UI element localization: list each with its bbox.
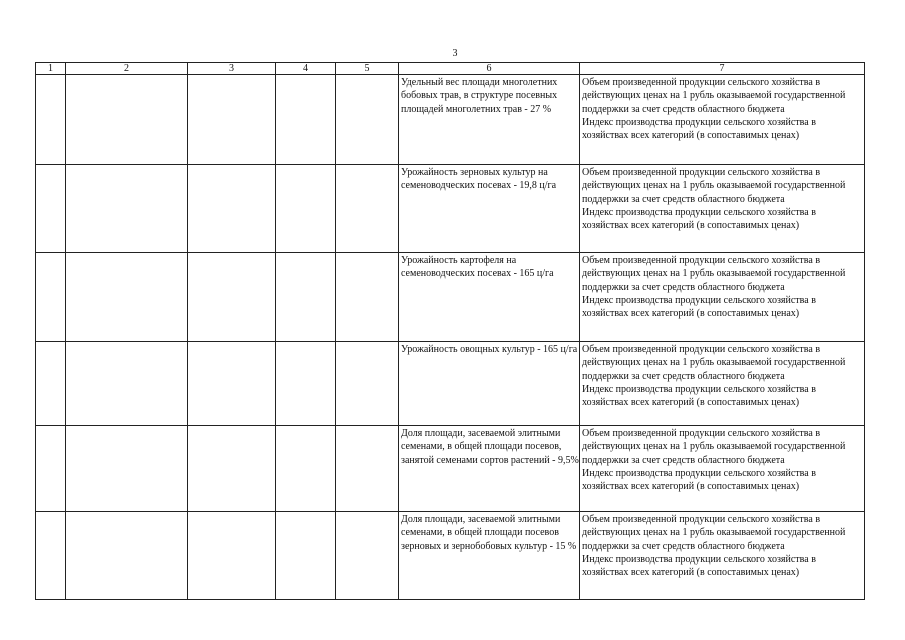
cell-empty bbox=[276, 426, 336, 512]
cell-empty bbox=[66, 342, 188, 426]
outcome-line-2: Индекс производства продукции сельского хозяйства в хозяйствах всех категорий (в сопоставимых ценах) bbox=[582, 206, 816, 232]
cell-empty bbox=[36, 75, 66, 165]
outcome-line-1: Объем произведенной продукции сельского хозяйства в действующих ценах на 1 рубль оказываемой государственной поддержки за счет средств областного бюджета bbox=[582, 514, 846, 552]
outcome-line-2: Индекс производства продукции сельского хозяйства в хозяйствах всех категорий (в сопоставимых ценах) bbox=[582, 116, 816, 142]
cell-empty bbox=[188, 512, 276, 600]
column-header-6: 6 bbox=[399, 63, 580, 75]
cell-empty bbox=[188, 342, 276, 426]
cell-empty bbox=[336, 342, 399, 426]
cell-empty bbox=[36, 426, 66, 512]
cell-empty bbox=[188, 253, 276, 342]
cell-empty bbox=[66, 165, 188, 253]
outcome-line-1: Объем произведенной продукции сельского хозяйства в действующих ценах на 1 рубль оказываемой государственной поддержки за счет средств областного бюджета bbox=[582, 167, 846, 205]
cell-empty bbox=[66, 75, 188, 165]
outcome-line-1: Объем произведенной продукции сельского хозяйства в действующих ценах на 1 рубль оказываемой государственной поддержки за счет средств областного бюджета bbox=[582, 428, 846, 466]
cell-empty bbox=[66, 512, 188, 600]
cell-empty bbox=[276, 75, 336, 165]
indicator-text: Урожайность овощных культур - 165 ц/га bbox=[401, 344, 578, 355]
outcome-cell bbox=[580, 165, 865, 253]
table-row bbox=[36, 165, 865, 253]
outcome-line-1: Объем произведенной продукции сельского хозяйства в действующих ценах на 1 рубль оказываемой государственной поддержки за счет средств областного бюджета bbox=[582, 77, 846, 115]
table-row bbox=[36, 512, 865, 600]
program-table bbox=[35, 62, 865, 600]
indicator-text: Доля площади, засеваемой элитными семенами, в общей площади посевов, занятой семенами сортов растений - 9,5% bbox=[401, 428, 579, 466]
cell-empty bbox=[276, 342, 336, 426]
outcome-text bbox=[580, 75, 864, 142]
column-number-row bbox=[36, 63, 865, 75]
column-header-3: 3 bbox=[188, 63, 276, 75]
column-header-5: 5 bbox=[336, 63, 399, 75]
outcome-line-1: Объем произведенной продукции сельского хозяйства в действующих ценах на 1 рубль оказываемой государственной поддержки за счет средств областного бюджета bbox=[582, 344, 846, 382]
cell-empty bbox=[188, 165, 276, 253]
cell-empty bbox=[66, 253, 188, 342]
cell-empty bbox=[36, 342, 66, 426]
outcome-cell bbox=[580, 75, 865, 165]
outcome-cell bbox=[580, 342, 865, 426]
cell-empty bbox=[336, 253, 399, 342]
indicator-cell bbox=[399, 426, 580, 512]
cell-empty bbox=[336, 426, 399, 512]
cell-empty bbox=[36, 253, 66, 342]
indicator-cell bbox=[399, 165, 580, 253]
indicator-text: Удельный вес площади многолетних бобовых трав, в структуре посевных площадей многолетних трав - 27 % bbox=[401, 77, 558, 115]
outcome-text bbox=[580, 165, 864, 232]
column-header-2: 2 bbox=[66, 63, 188, 75]
table-row bbox=[36, 426, 865, 512]
outcome-line-2: Индекс производства продукции сельского хозяйства в хозяйствах всех категорий (в сопоставимых ценах) bbox=[582, 467, 816, 493]
column-header-4: 4 bbox=[276, 63, 336, 75]
cell-empty bbox=[36, 512, 66, 600]
indicator-text: Урожайность картофеля на семеноводческих посевах - 165 ц/га bbox=[401, 255, 554, 280]
cell-empty bbox=[36, 165, 66, 253]
outcome-text bbox=[580, 253, 864, 320]
outcome-text bbox=[580, 512, 864, 579]
cell-empty bbox=[188, 75, 276, 165]
table-row bbox=[36, 253, 865, 342]
outcome-line-2: Индекс производства продукции сельского хозяйства в хозяйствах всех категорий (в сопоставимых ценах) bbox=[582, 294, 816, 320]
table-row bbox=[36, 342, 865, 426]
cell-empty bbox=[336, 512, 399, 600]
outcome-line-1: Объем произведенной продукции сельского хозяйства в действующих ценах на 1 рубль оказываемой государственной поддержки за счет средств областного бюджета bbox=[582, 255, 846, 293]
indicator-cell bbox=[399, 342, 580, 426]
indicator-text: Урожайность зерновых культур на семеноводческих посевах - 19,8 ц/га bbox=[401, 167, 557, 192]
cell-empty bbox=[66, 426, 188, 512]
cell-empty bbox=[276, 512, 336, 600]
table-row bbox=[36, 75, 865, 165]
outcome-text bbox=[580, 426, 864, 493]
indicator-text: Доля площади, засеваемой элитными семенами, в общей площади посевов зерновых и зернобобовых культур - 15 % bbox=[401, 514, 577, 552]
cell-empty bbox=[336, 75, 399, 165]
outcome-cell bbox=[580, 512, 865, 600]
column-header-1: 1 bbox=[36, 63, 66, 75]
page-number: 3 bbox=[452, 48, 458, 59]
cell-empty bbox=[188, 426, 276, 512]
outcome-cell bbox=[580, 426, 865, 512]
outcome-line-2: Индекс производства продукции сельского хозяйства в хозяйствах всех категорий (в сопоставимых ценах) bbox=[582, 553, 816, 579]
column-header-7: 7 bbox=[580, 63, 865, 75]
cell-empty bbox=[276, 253, 336, 342]
indicator-cell bbox=[399, 75, 580, 165]
cell-empty bbox=[276, 165, 336, 253]
outcome-cell bbox=[580, 253, 865, 342]
indicator-cell bbox=[399, 512, 580, 600]
outcome-text bbox=[580, 342, 864, 409]
cell-empty bbox=[336, 165, 399, 253]
outcome-line-2: Индекс производства продукции сельского хозяйства в хозяйствах всех категорий (в сопоставимых ценах) bbox=[582, 383, 816, 409]
indicator-cell bbox=[399, 253, 580, 342]
